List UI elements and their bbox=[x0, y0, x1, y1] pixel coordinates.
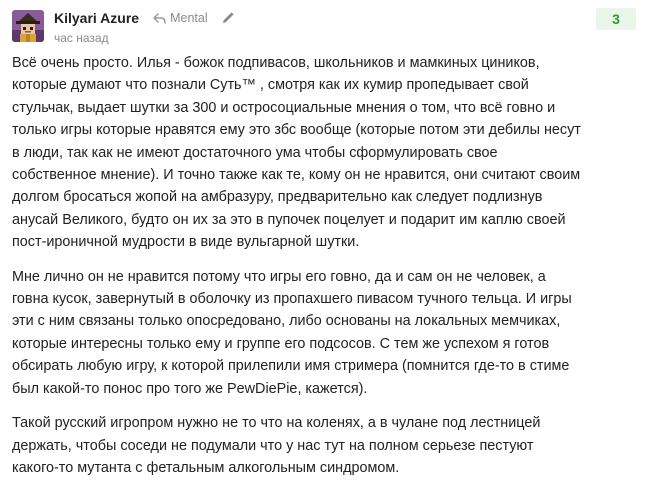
comment-paragraph: Всё очень просто. Илья - божок подпивасов, школьников и мамкиных циников, которые думают что познали Суть™ , смотря как их кумир пропедывает свой стульчак, выдает шутки за 300 и остросоциальные мнения о том, что всё говно и только игры которые нравятся ему это збс вообще (которые потом эти дебилы несут в люди, так как не имеют достаточного ума чтобы сформулировать свое собственное мнение). И точно также как те, кому он не нравится, они считают своим долгом бросаться жопой на амбразуру, предварительно как следует подлизнув анусай Великого, будто он их за это в пупочек поцелует и подарит им каплю своей пост-ироничной мудрости в виде вульгарной шутки. bbox=[12, 55, 581, 251]
reply-to-name: Mental bbox=[170, 11, 208, 25]
pencil-icon[interactable] bbox=[222, 12, 234, 24]
comment-body bbox=[12, 52, 584, 491]
reply-arrow-icon bbox=[153, 13, 166, 24]
avatar-image bbox=[12, 10, 44, 42]
rating-badge: 3 bbox=[596, 8, 636, 30]
comment-header bbox=[54, 9, 234, 27]
comment-paragraph: Мне лично он не нравится потому что игры его говно, да и сам он не человек, а говна кусок, завернутый в оболочку из пропахшего пивасом тучного тельца. И игры эти с ним связаны только опосредовано, либо основаны на локальных мемчиках, которые интересны только ему и группе его подсосов. С тем же успехом я готов обсирать любую игру, к которой прилепили имя стримера (помнится где-то в стиме был какой-то понос про того же PewDiePie, кажется). bbox=[12, 268, 572, 397]
author-name[interactable]: Kilyari Azure bbox=[54, 10, 140, 26]
comment-paragraph: Такой русский игропром нужно не то что на коленях, а в чулане под лестницей держать, чтобы соседи не подумали что у нас тут на полном серьезе пестуют какого-то мутанта с фетальным алкогольным синдромом. bbox=[12, 415, 541, 476]
reply-to[interactable] bbox=[153, 11, 208, 25]
comment-time[interactable]: час назад bbox=[54, 31, 109, 45]
avatar[interactable] bbox=[12, 10, 44, 42]
